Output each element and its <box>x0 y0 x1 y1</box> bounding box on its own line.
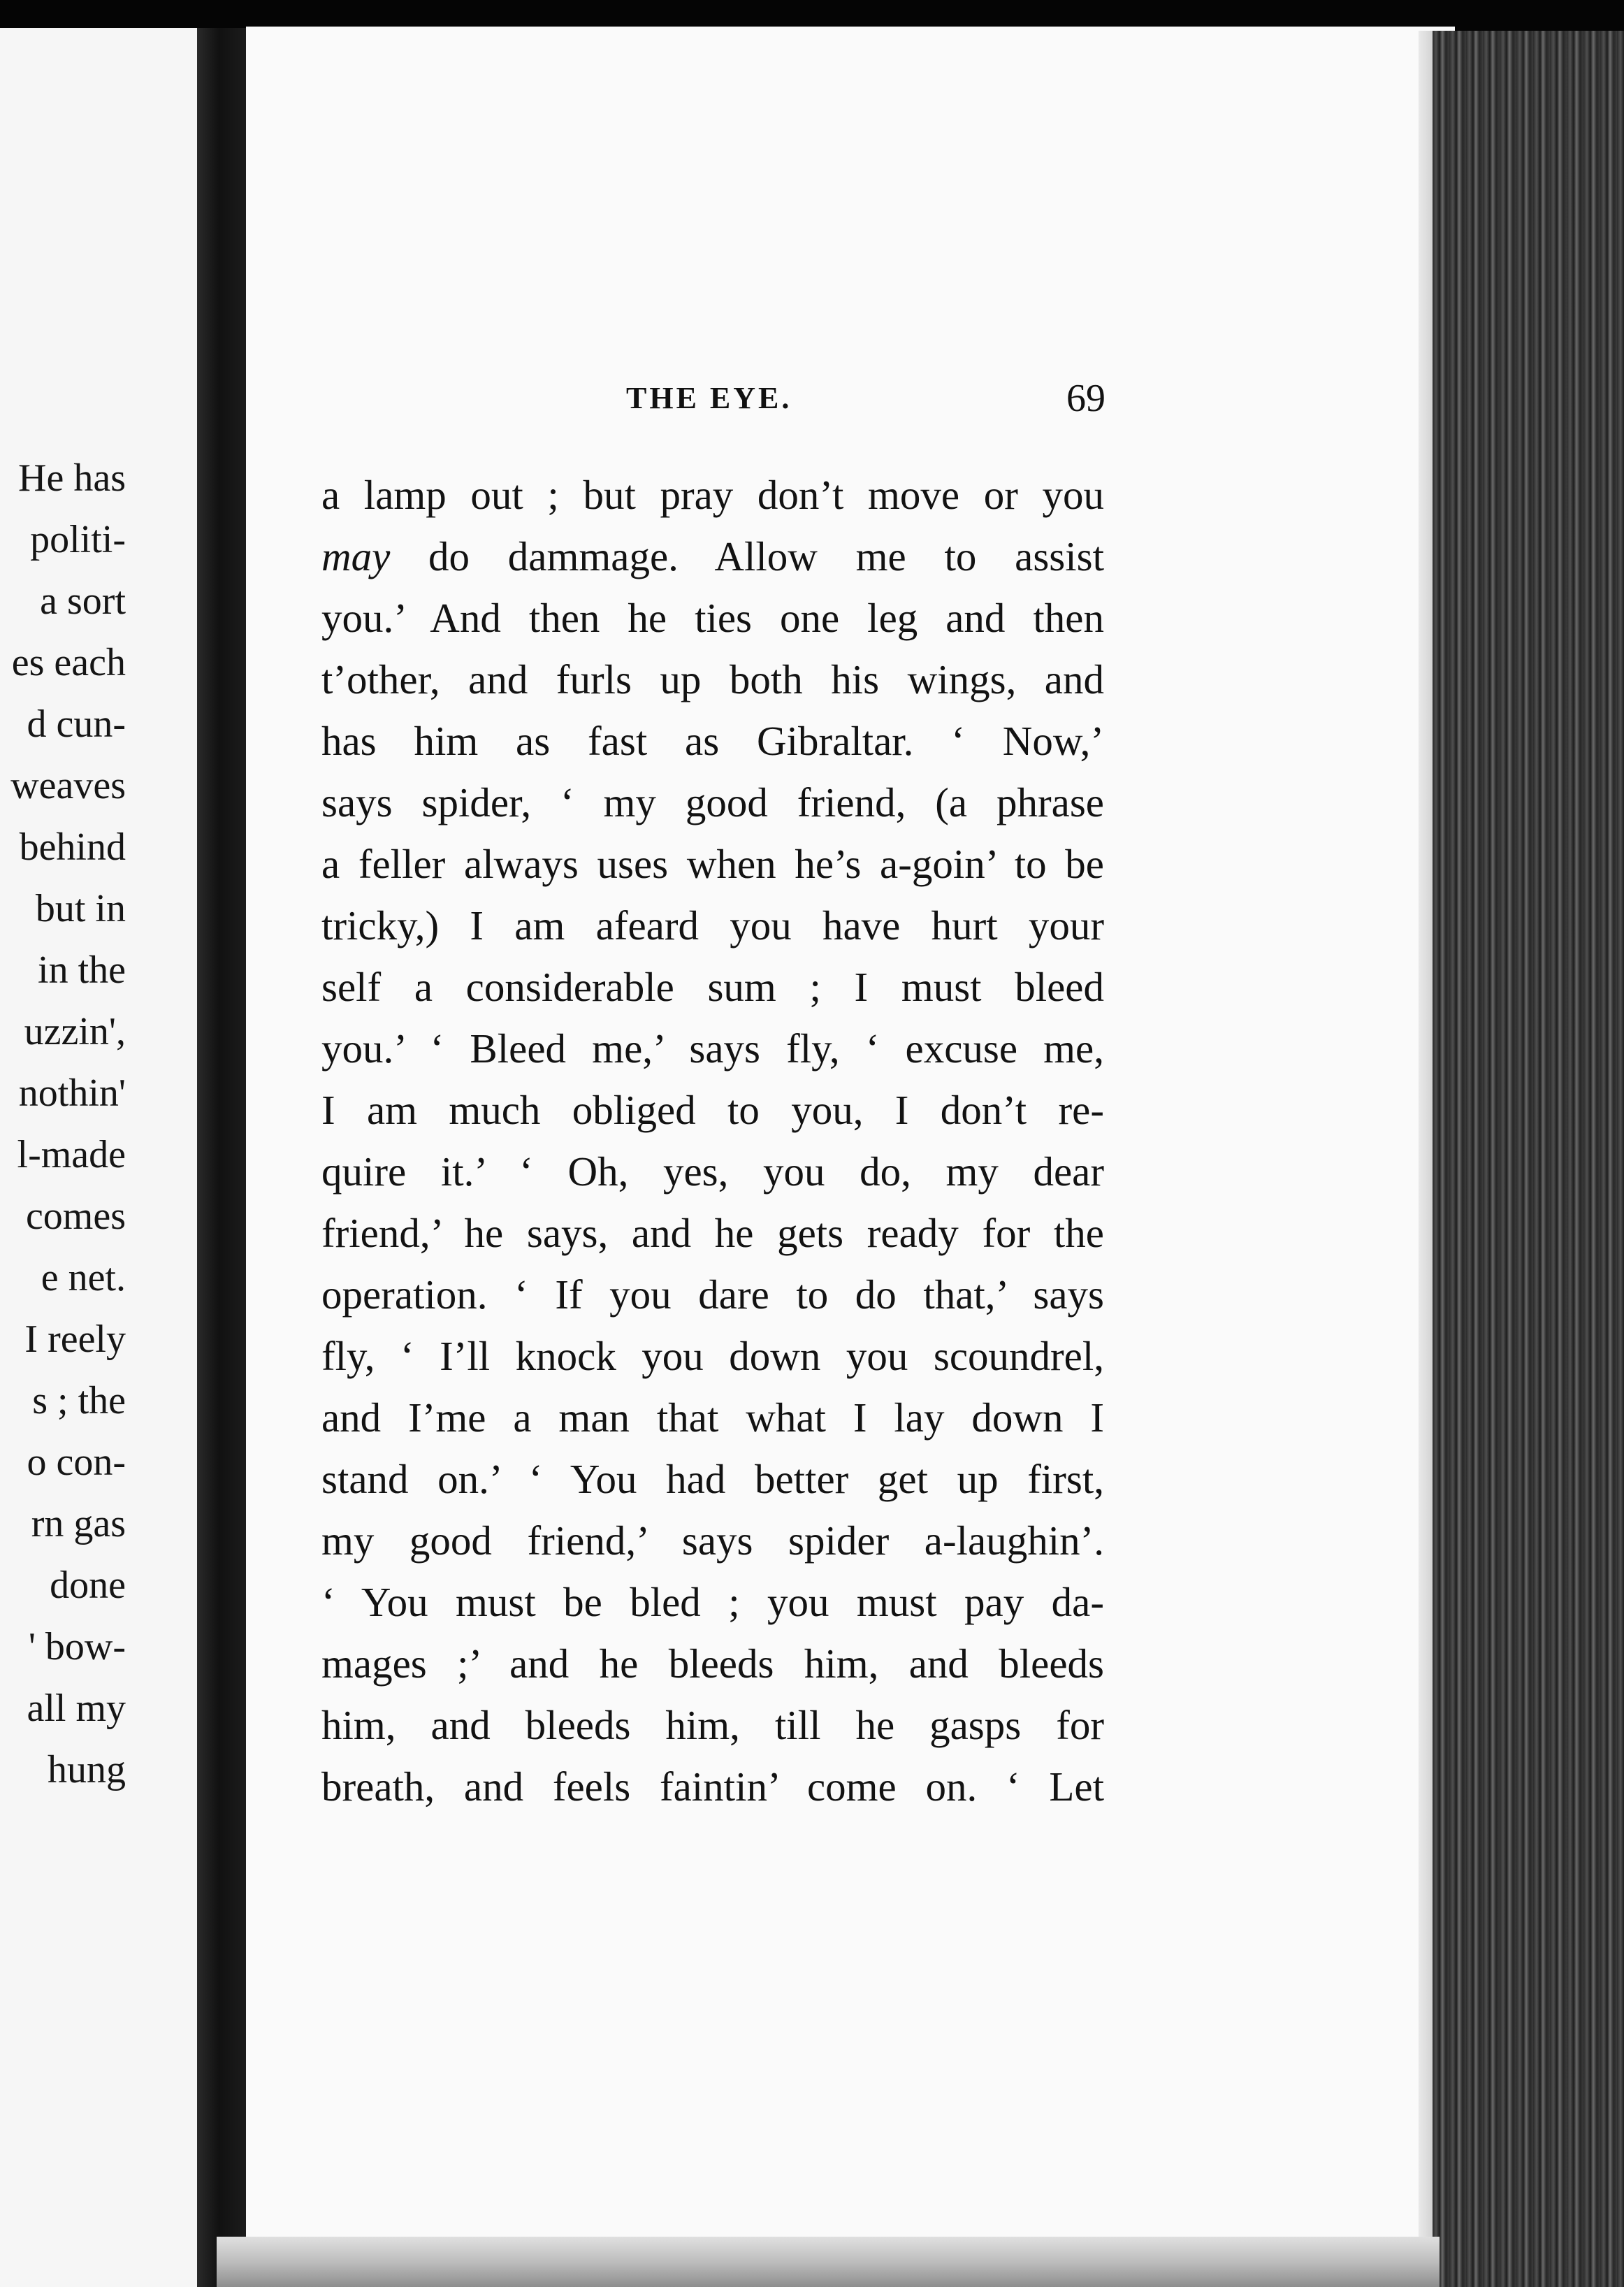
text-line <box>321 1264 1104 1325</box>
left-page-line: l-made <box>17 1133 126 1176</box>
left-page-line: in the <box>38 948 126 992</box>
left-page-line: done <box>50 1564 126 1607</box>
text-line <box>321 772 1104 833</box>
text-line <box>321 1018 1104 1079</box>
text-line-segment: and I’me a man that what I lay down I <box>321 1394 1104 1441</box>
left-page-line: He has <box>18 456 126 500</box>
text-line-segment: you.’ ‘ Bleed me,’ says fly, ‘ excuse me, <box>321 1025 1104 1072</box>
left-page-line: o con- <box>27 1441 126 1484</box>
text-line-segment: tricky,) I am afeard you have hurt your <box>321 902 1104 948</box>
left-page-line: ' bow- <box>28 1625 126 1668</box>
text-line <box>321 710 1104 772</box>
text-line <box>321 1571 1104 1633</box>
text-line <box>321 833 1104 895</box>
text-line <box>321 956 1104 1018</box>
page-header <box>323 377 1105 429</box>
text-line <box>321 464 1104 526</box>
left-page-line: uzzin', <box>24 1010 126 1053</box>
text-line <box>321 1141 1104 1202</box>
left-page-line: es each <box>11 641 126 684</box>
left-page-line: comes <box>25 1195 126 1238</box>
text-line-segment: my good friend,’ says spider a-laughin’. <box>321 1517 1104 1564</box>
text-line-segment: breath, and feels faintin’ come on. ‘ Let <box>321 1763 1104 1810</box>
text-line <box>321 1694 1104 1756</box>
book-bottom-edge <box>217 2237 1440 2287</box>
left-page-line: weaves <box>10 764 126 807</box>
text-line-segment: do dammage. Allow me to assist <box>390 533 1104 579</box>
left-page-line: s ; the <box>32 1379 126 1422</box>
text-line-segment: ‘ You must be bled ; you must pay da- <box>321 1579 1104 1625</box>
book-fore-edge <box>1433 31 1624 2287</box>
left-page-line: nothin' <box>18 1072 126 1115</box>
text-line-segment: friend,’ he says, and he gets ready for the <box>321 1210 1104 1256</box>
text-line <box>321 649 1104 710</box>
text-line-segment: has him as fast as Gibraltar. ‘ Now,’ <box>321 718 1104 764</box>
text-line-segment: operation. ‘ If you dare to do that,’ says <box>321 1271 1104 1318</box>
running-title: THE EYE. <box>626 381 792 415</box>
left-page-line: politi- <box>30 518 126 561</box>
text-line <box>321 895 1104 956</box>
text-line-segment: says spider, ‘ my good friend, (a phrase <box>321 779 1104 825</box>
page-number: 69 <box>1066 377 1105 420</box>
left-page-line: but in <box>35 887 126 930</box>
text-line <box>321 1202 1104 1264</box>
text-line-segment: fly, ‘ I’ll knock you down you scoundrel, <box>321 1333 1104 1379</box>
left-page-line: I reely <box>24 1318 126 1361</box>
italic-word: may <box>321 533 391 579</box>
left-page <box>0 28 197 2287</box>
text-line-segment: mages ;’ and he bleeds him, and bleeds <box>321 1640 1104 1687</box>
text-line <box>321 587 1104 649</box>
left-page-line: behind <box>19 825 126 869</box>
text-line <box>321 1448 1104 1510</box>
text-line <box>321 1510 1104 1571</box>
left-page-line: rn gas <box>31 1502 126 1545</box>
left-page-line: a sort <box>40 579 126 623</box>
text-line-segment: stand on.’ ‘ You had better get up first, <box>321 1456 1104 1502</box>
text-line-segment: self a considerable sum ; I must bleed <box>321 964 1104 1010</box>
text-line-segment: a feller always uses when he’s a-goin’ to be <box>321 841 1104 887</box>
text-line <box>321 526 1104 587</box>
text-line <box>321 1387 1104 1448</box>
left-page-line: all my <box>27 1687 126 1730</box>
text-line <box>321 1756 1104 1817</box>
text-line-segment: a lamp out ; but pray don’t move or you <box>321 472 1104 518</box>
text-line <box>321 1325 1104 1387</box>
text-line-segment: quire it.’ ‘ Oh, yes, you do, my dear <box>321 1148 1104 1195</box>
text-line-segment: t’other, and furls up both his wings, and <box>321 656 1104 702</box>
text-line-segment: I am much obliged to you, I don’t re- <box>321 1087 1104 1133</box>
text-line <box>321 1633 1104 1694</box>
left-page-line: e net. <box>41 1256 126 1299</box>
text-line <box>321 1079 1104 1141</box>
left-page-line: hung <box>48 1748 126 1791</box>
left-page-line: d cun- <box>27 702 126 746</box>
text-line-segment: you.’ And then he ties one leg and then <box>321 595 1104 641</box>
body-text <box>321 464 1104 1817</box>
text-line-segment: him, and bleeds him, till he gasps for <box>321 1702 1104 1748</box>
book-gutter <box>197 28 246 2287</box>
